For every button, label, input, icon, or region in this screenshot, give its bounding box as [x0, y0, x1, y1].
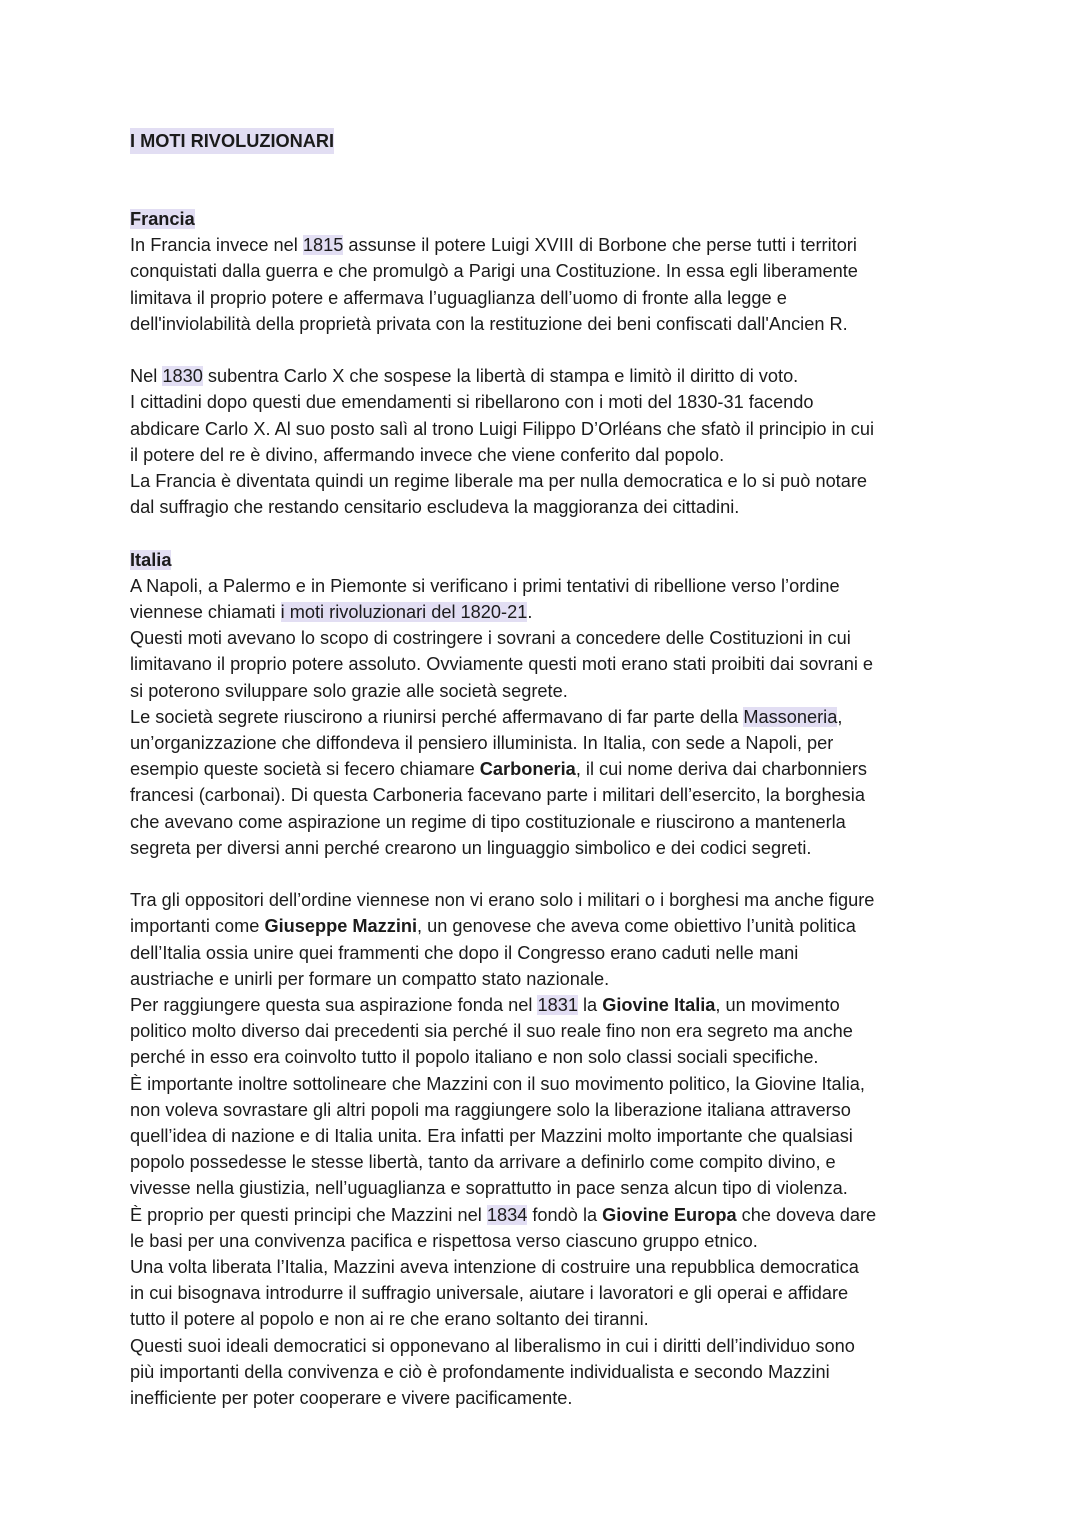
document-page: [130, 128, 960, 1411]
section-italia: [130, 547, 960, 1412]
highlight-year-1831: 1831: [537, 995, 578, 1016]
text-run: che doveva dare le basi per una convivenza pacifica e rispettosa verso ciascuno gruppo etnico. Una volta liberata l’Italia, Mazzini aveva intenzione di costruire una repubblica democratica in cui bisognava introdurre il suffragio universale, aiutare i lavoratori e gli operai e affidare tutto il potere al popolo e non ai re che erano soltanto dei tiranni. Questi suoi ideali democratici si opponevano al liberalismo in cui i diritti dell’individuo sono più importanti della convivenza e ciò è profondamente individualista e secondo Mazzini inefficiente per poter cooperare e vivere pacificamente.: [130, 1204, 877, 1409]
highlight-massoneria: Massoneria: [743, 706, 838, 727]
paragraph-italia-1: [130, 573, 960, 861]
text-run: , un movimento politico molto diverso dai precedenti sia perché il suo reale fino non era segreto ma anche perché in esso era coinvolto tutto il popolo italiano e non solo classi sociali specifiche. È importante inoltre sottolineare che Mazzini con il suo movimento politico, la Giovine Italia, non voleva sovrastare gli altri popoli ma raggiungere solo la liberazione italiana attraverso quell’idea di nazione e di Italia unita. Era infatti per Mazzini molto importante che qualsiasi popolo possedesse le stesse libertà, tanto da arrivare a definirlo come compito divino, e vivesse nella giustizia, nell’uguaglianza e soprattutto in pace senza alcun tipo di violenza. È proprio per questi principi che Mazzini nel: [130, 995, 865, 1225]
paragraph-francia-2: [130, 363, 960, 520]
paragraph-italia-2: [130, 887, 960, 1411]
text-run: fondò la: [527, 1204, 603, 1225]
text-run: In Francia invece nel: [130, 235, 303, 256]
text-run: , un’organizzazione che diffondeva il pensiero illuminista. In Italia, con sede a Napoli, per esempio queste società si fecero chiamare: [130, 706, 843, 780]
text-run: assunse il potere Luigi XVIII di Borbone che perse tutti i territori conquistati dalla guerra e che promulgò a Parigi una Costituzione. In essa egli liberamente limitava il proprio potere e affermava l’uguaglianza dell’uomo di fronte alla legge e dell'inviolabilità della proprietà privata con la restituzione dei beni confiscati dall'Ancien R.: [130, 235, 858, 334]
section-francia: [130, 206, 960, 520]
highlight-year-1830: 1830: [162, 366, 203, 387]
text-run: la: [577, 995, 603, 1016]
highlight-year-1815: 1815: [302, 235, 344, 256]
text-run: A Napoli, a Palermo e in Piemonte si verificano i primi tentativi di ribellione verso l’ordine viennese chiamati: [130, 575, 840, 623]
paragraph-francia-1: [130, 232, 960, 337]
text-run: Tra gli oppositori dell’ordine viennese non vi erano solo i militari o i borghesi ma anche figure importanti come: [130, 890, 875, 937]
highlight-moti-1820: i moti rivoluzionari del 1820-21: [280, 602, 528, 623]
text-run: , il cui nome deriva dai charbonniers francesi (carbonai). Di questa Carboneria facevano parte i militari dell’esercito, la borghesia che avevano come aspirazione un regime di tipo costituzionale e riuscirono a mantenerla segreta per diversi anni perché crearono un linguaggio simbolico e dei codici segreti.: [130, 759, 867, 858]
highlight-year-1834: 1834: [486, 1204, 528, 1225]
bold-giuseppe-mazzini: Giuseppe Mazzini: [264, 916, 418, 937]
text-run: , un genovese che aveva come obiettivo l’unità politica dell’Italia ossia unire quei frammenti che dopo il Congresso erano caduti nelle mani austriache e unirli per formare un compatto stato nazionale. Per raggiungere questa sua aspirazione fonda nel: [130, 916, 856, 1016]
page-title: I MOTI RIVOLUZIONARI: [130, 128, 334, 154]
text-run: . Questi moti avevano lo scopo di costringere i sovrani a concedere delle Costituzioni in cui limitavano il proprio potere assoluto. Ovviamente questi moti erano stati proibiti dai sovrani e si poterono sviluppare solo grazie alle società segrete. Le società segrete riuscirono a riunirsi perché affermavano di far parte della: [130, 602, 874, 727]
section-heading-italia: Italia: [130, 549, 172, 570]
section-heading-francia: Francia: [130, 209, 195, 229]
bold-giovine-italia: Giovine Italia: [602, 995, 716, 1016]
bold-carboneria: Carboneria: [479, 759, 576, 780]
text-run: Nel: [130, 366, 163, 387]
bold-giovine-europa: Giovine Europa: [602, 1204, 737, 1225]
text-run: subentra Carlo X che sospese la libertà di stampa e limitò il diritto di voto. I cittadini dopo questi due emendamenti si ribellarono con i moti del 1830-31 facendo abdicare Carlo X. Al suo posto salì al trono Luigi Filippo D’Orléans che sfatò il principio in cui il potere del re è divino, affermando invece che viene conferito dal popolo. La Francia è diventata quindi un regime liberale ma per nulla democratica e lo si può notare dal suffragio che restando censitario escludeva la maggioranza dei cittadini.: [130, 366, 875, 518]
